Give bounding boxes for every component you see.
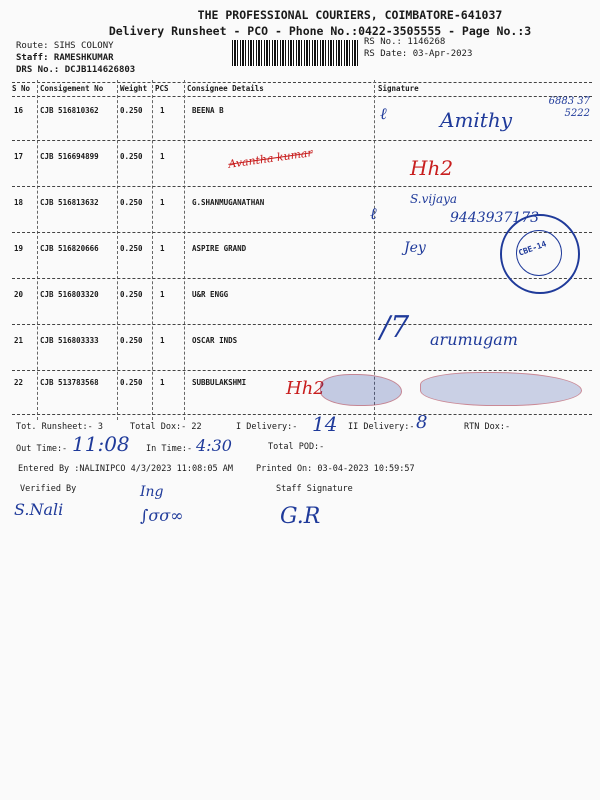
header-consignee: Consignee Details — [187, 84, 264, 93]
table-row: 16 CJB 516810362 0.250 1 BEENA B — [14, 106, 224, 115]
i-delivery-label: I Delivery:- — [236, 422, 298, 432]
row18-phone: 9443937173 — [450, 210, 540, 226]
table-row: 21 CJB 516803333 0.250 1 OSCAR INDS — [14, 336, 238, 345]
row17-signature: Hh2 — [410, 156, 454, 180]
rs-date: RS Date: 03-Apr-2023 — [364, 49, 473, 59]
out-time-label: Out Time:- — [16, 444, 68, 454]
seal-stamp: CBE-14 — [500, 214, 580, 294]
scribble-mark — [420, 372, 582, 406]
row22-signature: Hh2 — [286, 378, 325, 399]
total-dox: Total Dox:- 22 — [130, 422, 202, 432]
rs-number: RS No.: 1146268 — [364, 37, 446, 47]
table-bottom-rule — [12, 414, 592, 415]
row16-signature: Amithy — [440, 108, 513, 132]
row-rule — [12, 140, 592, 141]
in-time-label: In Time:- — [146, 444, 193, 454]
ii-delivery-value: 8 — [416, 412, 428, 433]
runsheet-subtitle: Delivery Runsheet - PCO - Phone No.:0422-3505555 - Page No.:3 — [108, 24, 532, 38]
runsheet-page: THE PROFESSIONAL COURIERS, COIMBATORE-641037 Delivery Runsheet - PCO - Phone No.:0422-3505555 - Page No.:3 Route: SIHS COLONY Staff: RAMESHKUMAR DRS No.: DCJB114626803 RS No.: 1146268 RS Date: 03-Apr-2023 S No Consigement No Weight PCS Consignee Details Signature 16 CJB 516810362 0.250 1 BEENA B 17 CJB 516694899 0.250 1 18 CJB 516813632 0.250 1 G.SHANMUGANATHAN 19 CJB 516820666 0.250 1 ASPIRE GRAND 20 CJB 516803320 0.250 1 U&R ENGG 21 CJB 516803333 0.250 1 OSCAR INDS 22 CJB 513783568 0.250 1 SUBBULAKSHMI ℓ Amithy 6883 37 5222 Avantha kumar Hh2 ℓ S.vijaya 9443937173 Jey /7 arumugam Hh2 CBE-14 Tot. Runsheet:- 3 Total Dox:- 22 I Delivery:- 14 II Delivery:- 8 RTN Dox:- Out Time:- 11:08 In Time:- 4:30 Total POD:- Entered By :NALINIPCO 4/3/2023 11:08:05 AM Printed On: 03-04-2023 10:59:57 Verified By Staff Signature S.Nali Ing ∫σσ∞ G.R — [0, 0, 600, 800]
header-consignment-no: Consigement No — [40, 84, 104, 93]
table-row: 17 CJB 516694899 0.250 1 — [14, 152, 165, 161]
verified-signature: S.Nali — [14, 500, 64, 519]
entered-by: Entered By :NALINIPCO 4/3/2023 11:08:05 AM — [18, 464, 233, 474]
table-top-rule — [12, 82, 592, 83]
barcode — [232, 40, 358, 66]
verified-by-label: Verified By — [20, 484, 77, 494]
table-row: 18 CJB 516813632 0.250 1 G.SHANMUGANATHAN — [14, 198, 265, 207]
row21-signature: arumugam — [430, 330, 518, 349]
scribble-mark — [320, 374, 402, 406]
table-row: 20 CJB 516803320 0.250 1 U&R ENGG — [14, 290, 229, 299]
drs-number: DRS No.: DCJB114626803 — [16, 65, 136, 75]
staff-label: Staff: RAMESHKUMAR — [16, 53, 114, 63]
staff-signature: G.R — [280, 504, 321, 529]
row-rule — [12, 278, 592, 279]
row19-signature: Jey — [404, 240, 426, 256]
row-rule — [12, 324, 592, 325]
table-row: 19 CJB 516820666 0.250 1 ASPIRE GRAND — [14, 244, 247, 253]
in-time-value: 4:30 — [196, 436, 232, 455]
row17-name: Avantha kumar — [227, 146, 314, 171]
printed-on: Printed On: 03-04-2023 10:59:57 — [256, 464, 415, 474]
row16-number: 6883 37 5222 — [548, 96, 590, 119]
row-rule — [12, 186, 592, 187]
row-rule — [12, 370, 592, 371]
row18-signature: S.vijaya — [410, 192, 458, 206]
header-sno: S No — [12, 84, 31, 93]
rtn-dox: RTN Dox:- — [464, 422, 511, 432]
i-delivery-value: 14 — [312, 412, 338, 436]
header-signature: Signature — [378, 84, 419, 93]
total-pod: Total POD:- — [268, 442, 325, 452]
company-title: THE PROFESSIONAL COURIERS, COIMBATORE-641037 — [197, 8, 503, 22]
header-weight: Weight — [120, 84, 148, 93]
tot-runsheet: Tot. Runsheet:- 3 — [16, 422, 103, 432]
staff-signature-label: Staff Signature — [276, 484, 353, 494]
ii-delivery-label: II Delivery:- — [348, 422, 415, 432]
header-pcs: PCS — [155, 84, 169, 93]
table-row: 22 CJB 513783568 0.250 1 SUBBULAKSHMI — [14, 378, 247, 387]
header-bottom-rule — [12, 96, 592, 97]
out-time-value: 11:08 — [72, 432, 130, 456]
route-label: Route: SIHS COLONY — [16, 41, 114, 51]
verified-signature-2: Ing — [140, 484, 164, 500]
